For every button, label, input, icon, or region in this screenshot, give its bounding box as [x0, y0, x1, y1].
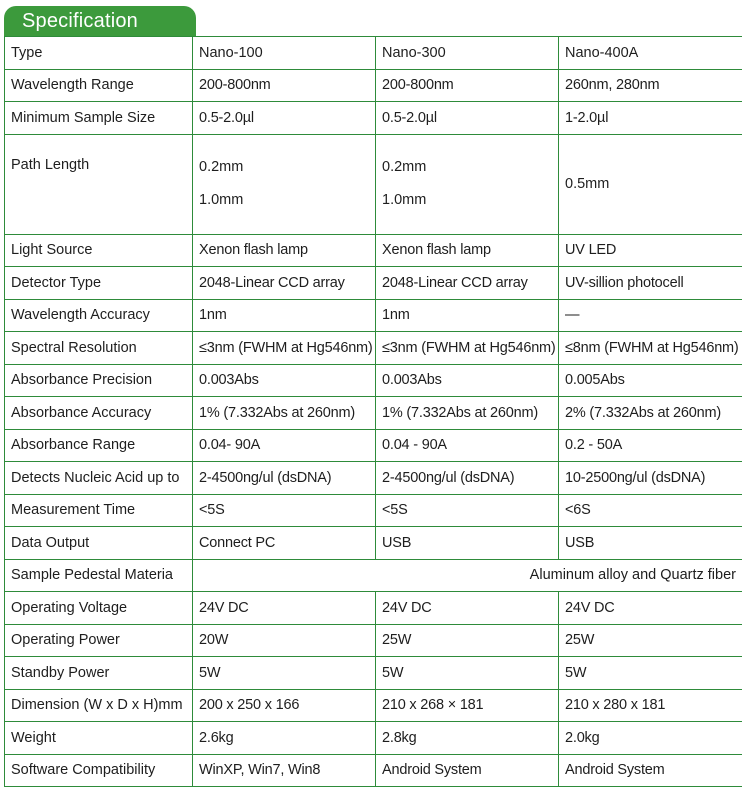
row-label-cell: Data Output: [5, 527, 193, 560]
table-row: [5, 102, 742, 135]
value-cell: 5W: [193, 657, 376, 690]
value-cell: 24V DC: [376, 592, 559, 625]
value-cell: 1nm: [376, 299, 559, 332]
value-cell: USB: [559, 527, 742, 560]
value-cell: <6S: [559, 494, 742, 527]
value-cell: 1-2.0µl: [559, 102, 742, 135]
table-row: [5, 527, 742, 560]
value-line: 0.2mm: [199, 159, 244, 175]
value-cell: 2.8kg: [376, 722, 559, 755]
row-label-cell: Absorbance Accuracy: [5, 397, 193, 430]
value-cell: 20W: [193, 624, 376, 657]
row-label-cell: Sample Pedestal Materia: [5, 559, 193, 592]
table-row: [5, 657, 742, 690]
row-label-cell: Light Source: [5, 234, 193, 267]
value-cell: WinXP, Win7, Win8: [193, 754, 376, 787]
row-label-cell: Weight: [5, 722, 193, 755]
value-cell: 0.04- 90A: [193, 429, 376, 462]
table-row: [5, 397, 742, 430]
row-label-cell: Wavelength Accuracy: [5, 299, 193, 332]
value-cell: 2.0kg: [559, 722, 742, 755]
table-row: [5, 689, 742, 722]
value-line: 1.0mm: [199, 192, 244, 208]
value-cell: 25W: [376, 624, 559, 657]
value-line: 1.0mm: [382, 192, 427, 208]
spec-table: [4, 36, 742, 787]
table-row: [5, 364, 742, 397]
row-label-cell: Measurement Time: [5, 494, 193, 527]
table-row: [5, 722, 742, 755]
merged-value-cell: Aluminum alloy and Quartz fiber: [193, 559, 742, 592]
value-cell: 5W: [559, 657, 742, 690]
row-label-cell: Standby Power: [5, 657, 193, 690]
value-cell: 1% (7.332Abs at 260nm): [376, 397, 559, 430]
table-row: [5, 332, 742, 365]
value-cell: <5S: [376, 494, 559, 527]
section-title: Specification: [4, 6, 196, 36]
table-row: [5, 494, 742, 527]
value-cell: 0.005Abs: [559, 364, 742, 397]
value-cell: USB: [376, 527, 559, 560]
value-cell: 24V DC: [193, 592, 376, 625]
row-label-cell: Dimension (W x D x H)mm: [5, 689, 193, 722]
value-cell: 24V DC: [559, 592, 742, 625]
value-cell: 0.003Abs: [193, 364, 376, 397]
table-row: [5, 624, 742, 657]
value-cell: 200-800nm: [376, 69, 559, 102]
value-cell: —: [559, 299, 742, 332]
value-cell: 0.5-2.0µl: [376, 102, 559, 135]
value-cell: ≤3nm (FWHM at Hg546nm): [193, 332, 376, 365]
table-header-row: [5, 37, 742, 70]
value-cell: Android System: [559, 754, 742, 787]
value-cell: 2-4500ng/ul (dsDNA): [193, 462, 376, 495]
model-header-cell: Nano-400A: [559, 37, 742, 70]
row-label-cell: Operating Voltage: [5, 592, 193, 625]
value-cell: <5S: [193, 494, 376, 527]
table-row: [5, 299, 742, 332]
value-cell: ≤8nm (FWHM at Hg546nm): [559, 332, 742, 365]
row-label-cell: Spectral Resolution: [5, 332, 193, 365]
row-label-cell: Path Length: [5, 134, 193, 234]
model-header-cell: Nano-300: [376, 37, 559, 70]
value-cell: 1nm: [193, 299, 376, 332]
value-cell: [193, 134, 376, 234]
table-row: [5, 267, 742, 300]
value-cell: Android System: [376, 754, 559, 787]
value-cell: Xenon flash lamp: [376, 234, 559, 267]
header-label-cell: Type: [5, 37, 193, 70]
table-row: [5, 134, 742, 234]
row-label-cell: Detects Nucleic Acid up to: [5, 462, 193, 495]
value-cell: UV-sillion photocell: [559, 267, 742, 300]
value-cell: 0.5mm: [559, 134, 742, 234]
value-cell: 0.2 - 50A: [559, 429, 742, 462]
value-cell: 1% (7.332Abs at 260nm): [193, 397, 376, 430]
row-label-cell: Detector Type: [5, 267, 193, 300]
value-cell: ≤3nm (FWHM at Hg546nm): [376, 332, 559, 365]
table-row: [5, 69, 742, 102]
value-cell: 5W: [376, 657, 559, 690]
table-row: [5, 559, 742, 592]
row-label-cell: Wavelength Range: [5, 69, 193, 102]
value-cell: UV LED: [559, 234, 742, 267]
table-row: [5, 462, 742, 495]
row-label-cell: Absorbance Precision: [5, 364, 193, 397]
value-cell: 2048-Linear CCD array: [376, 267, 559, 300]
value-cell: 2% (7.332Abs at 260nm): [559, 397, 742, 430]
value-cell: 0.5-2.0µl: [193, 102, 376, 135]
table-row: [5, 429, 742, 462]
row-label-cell: Software Compatibility: [5, 754, 193, 787]
value-cell: 200-800nm: [193, 69, 376, 102]
value-cell: 2048-Linear CCD array: [193, 267, 376, 300]
value-cell: 25W: [559, 624, 742, 657]
row-label-cell: Minimum Sample Size: [5, 102, 193, 135]
table-row: [5, 234, 742, 267]
value-cell: 210 x 280 x 181: [559, 689, 742, 722]
value-cell: 0.04 - 90A: [376, 429, 559, 462]
value-cell: 260nm, 280nm: [559, 69, 742, 102]
row-label-cell: Absorbance Range: [5, 429, 193, 462]
value-cell: Xenon flash lamp: [193, 234, 376, 267]
value-cell: 10-2500ng/ul (dsDNA): [559, 462, 742, 495]
value-cell: 2-4500ng/ul (dsDNA): [376, 462, 559, 495]
value-cell: [376, 134, 559, 234]
value-cell: 2.6kg: [193, 722, 376, 755]
row-label-cell: Operating Power: [5, 624, 193, 657]
table-row: [5, 754, 742, 787]
model-header-cell: Nano-100: [193, 37, 376, 70]
value-line: 0.2mm: [382, 159, 427, 175]
value-cell: 200 x 250 x 166: [193, 689, 376, 722]
table-row: [5, 592, 742, 625]
value-cell: 210 x 268 × 181: [376, 689, 559, 722]
value-cell: 0.003Abs: [376, 364, 559, 397]
value-cell: Connect PC: [193, 527, 376, 560]
